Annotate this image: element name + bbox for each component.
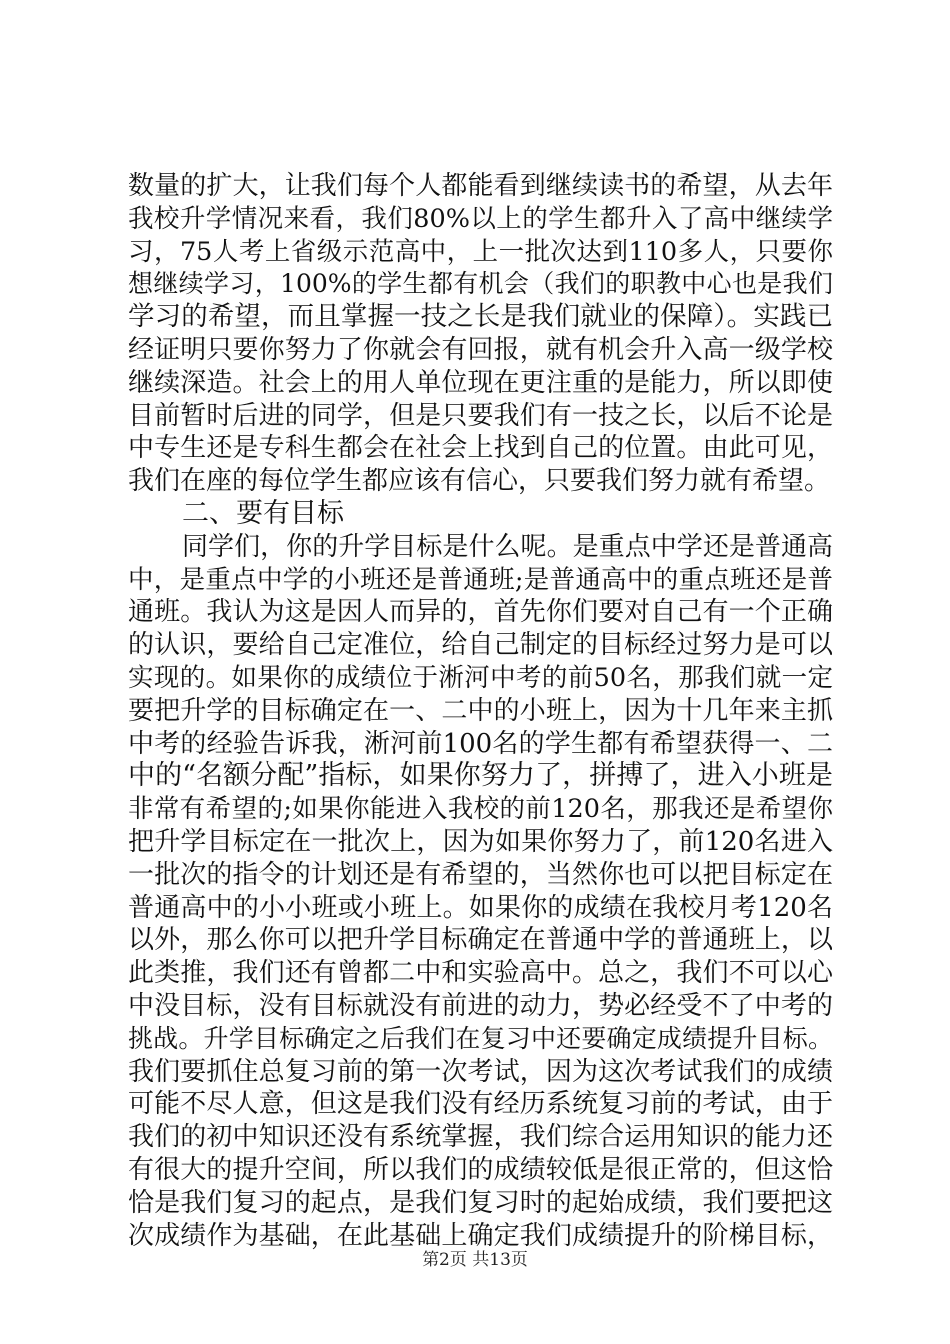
paragraph-line: 中没目标，没有目标就没有前进的动力，势必经受不了中考的	[128, 990, 833, 1021]
paragraph-line: 的认识，要给自己定准位，给自己制定的目标经过努力是可以	[128, 630, 833, 661]
paragraph-line: 通班。我认为这是因人而异的，首先你们要对自己有一个正确	[128, 597, 833, 628]
paragraph-line: 次成绩作为基础，在此基础上确定我们成绩提升的阶梯目标，	[128, 1220, 833, 1251]
paragraph-line: 我们要抓住总复习前的第一次考试，因为这次考试我们的成绩	[128, 1056, 833, 1087]
paragraph-line: 恰是我们复习的起点，是我们复习时的起始成绩，我们要把这	[128, 1187, 833, 1218]
paragraph-line: 中的“名额分配”指标，如果你努力了，拼搏了，进入小班是	[128, 760, 833, 792]
paragraph-line: 把升学目标定在一批次上，因为如果你努力了，前120名进入	[128, 826, 833, 857]
paragraph-line: 数量的扩大，让我们每个人都能看到继续读书的希望，从去年	[128, 171, 833, 201]
paragraph-line: 学习的希望，而且掌握一技之长是我们就业的保障）。实践已	[128, 301, 833, 333]
paragraph-line: 此类推，我们还有曾都二中和实验高中。总之，我们不可以心	[128, 958, 833, 989]
paragraph-line: 经证明只要你努力了你就会有回报，就有机会升入高一级学校	[128, 334, 833, 365]
paragraph-line: 中考的经验告诉我，淅河前100名的学生都有希望获得一、二	[128, 728, 833, 759]
paragraph-line: 实现的。如果你的成绩位于淅河中考的前50名，那我们就一定	[128, 662, 833, 693]
paragraph-line: 中专生还是专科生都会在社会上找到自己的位置。由此可见，	[128, 433, 833, 464]
paragraph-line: 普通高中的小小班或小班上。如果你的成绩在我校月考120名	[128, 892, 833, 923]
paragraph-line: 继续深造。社会上的用人单位现在更注重的是能力，所以即使	[128, 367, 833, 398]
paragraph-line: 非常有希望的;如果你能进入我校的前120名，那我还是希望你	[128, 794, 833, 825]
paragraph-line: 一批次的指令的计划还是有希望的，当然你也可以把目标定在	[128, 859, 833, 890]
paragraph-line: 要把升学的目标确定在一、二中的小班上，因为十几年来主抓	[128, 695, 833, 726]
paragraph-line: 中，是重点中学的小班还是普通班;是普通高中的重点班还是普	[128, 564, 833, 595]
paragraph-line: 可能不尽人意，但这是我们没有经历系统复习前的考试，由于	[128, 1089, 833, 1120]
paragraph-line: 我校升学情况来看，我们80%以上的学生都升入了高中继续学	[128, 203, 833, 234]
paragraph-line: 我们在座的每位学生都应该有信心，只要我们努力就有希望。	[128, 466, 831, 497]
paragraph-line: 有很大的提升空间，所以我们的成绩较低是很正常的，但这恰	[128, 1154, 833, 1185]
paragraph-line: 以外，那么你可以把升学目标确定在普通中学的普通班上，以	[128, 925, 833, 956]
paragraph-line: 习，75人考上省级示范高中，上一批次达到110多人，只要你	[128, 236, 833, 267]
paragraph-line: 挑战。升学目标确定之后我们在复习中还要确定成绩提升目标。	[128, 1023, 833, 1053]
paragraph-line: 想继续学习，100%的学生都有机会（我们的职教中心也是我们	[128, 269, 833, 299]
document-body	[128, 170, 833, 1252]
paragraph-line: 我们的初中知识还没有系统掌握，我们综合运用知识的能力还	[128, 1122, 833, 1153]
paragraph-line: 目前暂时后进的同学，但是只要我们有一技之长，以后不论是	[128, 400, 833, 431]
section-heading: 二、要有目标	[182, 497, 344, 529]
page-number-footer: 第2页 共13页	[422, 1250, 528, 1270]
paragraph-line: 同学们，你的升学目标是什么呢。是重点中学还是普通高	[182, 531, 833, 562]
